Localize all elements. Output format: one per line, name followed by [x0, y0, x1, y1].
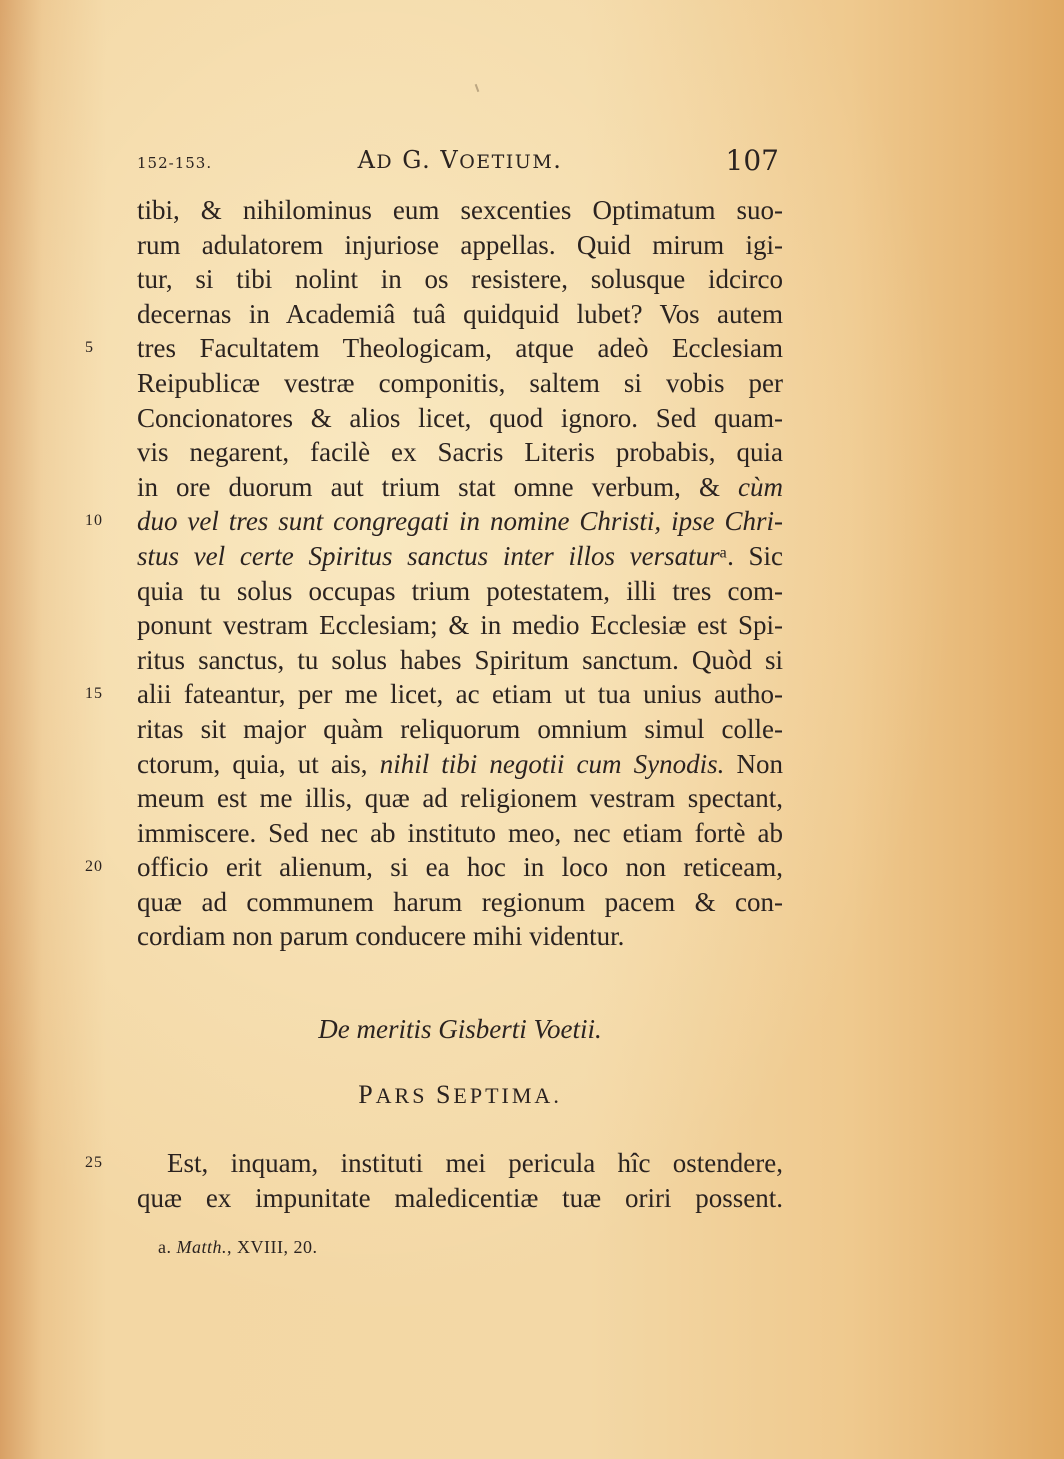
page-number: 107 [725, 144, 779, 177]
text-line [137, 470, 783, 505]
line-number: 10 [85, 512, 103, 530]
paper-blemish [475, 84, 480, 92]
part-sc-eptima: EPTIMA [453, 1083, 554, 1108]
line-text: officio erit alienum, si ea hoc in loco non reticeam, [137, 852, 783, 883]
footnote-book: Matth. [176, 1237, 227, 1257]
line-text: immiscere. Sed nec ab instituto meo, nec etiam fortè ab [137, 817, 783, 848]
line-text: tur, si tibi nolint in os resistere, solusque idcirco [137, 264, 783, 295]
line-text: quia tu solus occupas trium potestatem, illi tres com- [137, 575, 783, 606]
text-line [137, 712, 783, 747]
line-text: tibi, & nihilominus eum sexcenties Optimatum suo- [137, 195, 783, 225]
line-text: ritas sit major quàm reliquorum omnium simul colle- [137, 713, 783, 744]
line-text: Reipublicæ vestræ componitis, saltem si vobis per [137, 367, 783, 398]
text-line [85, 677, 783, 712]
page-range: 152-153. [137, 154, 213, 172]
part-title [137, 1080, 783, 1110]
text-line [137, 297, 783, 332]
line-text: Non [724, 748, 783, 779]
text-line [137, 781, 783, 816]
line-text: quæ ad communem harum regionum pacem & con- [137, 886, 783, 917]
section-text-block [85, 1146, 783, 1215]
line-text: Concionatores & alios licet, quod ignoro. Sed quam- [137, 402, 783, 433]
part-sc-ars: ARS [375, 1083, 436, 1108]
italic-text: nihil tibi negotii cum Synodis. [379, 748, 725, 779]
text-line [137, 401, 783, 436]
text-line [137, 435, 783, 470]
footnote-marker: ᵃ [719, 540, 728, 571]
line-number: 15 [85, 685, 103, 703]
title-cap-a: A [357, 146, 377, 174]
line-text: ctorum, quia, ut ais, [137, 748, 380, 779]
title-sc-d: D [376, 151, 394, 173]
line-text: tres Facultatem Theologicam, atque adeò Ecclesiam [137, 333, 783, 364]
title-sc-oetium: OETIUM [459, 151, 554, 173]
text-line [85, 1146, 783, 1181]
line-text: decernas in Academiâ tuâ quidquid lubet? Vos autem [137, 298, 783, 329]
text-line [137, 816, 783, 851]
section-title: De meritis Gisberti Voetii. [318, 1014, 602, 1044]
line-text: meum est me illis, quæ ad religionem vestram spectant, [137, 783, 783, 814]
text-line [137, 919, 783, 954]
line-number: 20 [85, 858, 103, 876]
text-line [85, 850, 783, 885]
text-line [137, 366, 783, 401]
text-line [137, 643, 783, 678]
text-line [137, 193, 783, 228]
text-line [137, 885, 783, 920]
title-cap-gv: G. V [393, 146, 460, 174]
line-text: vis negarent, facilè ex Sacris Literis probabis, quia [137, 437, 783, 468]
line-number: 5 [85, 339, 94, 357]
line-number: 25 [85, 1154, 103, 1171]
part-period: . [553, 1083, 562, 1108]
text-line [137, 574, 783, 609]
italic-text: stus vel certe Spiritus sanctus inter illos versatur [137, 540, 720, 571]
line-text: rum adulatorem injuriose appellas. Quid mirum igi- [137, 229, 783, 260]
part-cap-p: P [358, 1080, 376, 1109]
italic-text: duo vel tres sunt congregati in nomine Christi, ipse Chri- [137, 506, 783, 537]
footnote [158, 1237, 317, 1258]
line-text: Est, inquam, instituti mei pericula hîc ostendere, [167, 1148, 783, 1178]
line-text: in ore duorum aut trium stat omne verbum, & [137, 471, 739, 502]
line-text: ponunt vestram Ecclesiam; & in medio Ecclesiæ est Spi- [137, 610, 783, 641]
part-cap-s: S [435, 1080, 454, 1109]
line-text: quæ ex impunitate maledicentiæ tuæ oriri possent. [137, 1182, 783, 1213]
line-text: ritus sanctus, tu solus habes Spiritum sanctum. Quòd si [137, 644, 783, 675]
line-text: cordiam non parum conducere mihi videntur. [137, 921, 625, 952]
title-period: . [553, 146, 563, 174]
text-line [137, 262, 783, 297]
footnote-label: a. [158, 1237, 177, 1257]
running-head [137, 146, 783, 182]
running-title [137, 146, 783, 174]
main-text-block [85, 193, 783, 954]
text-line [137, 1181, 783, 1216]
text-line [137, 539, 783, 574]
line-text: alii fateantur, per me licet, ac etiam ut tua unius autho- [137, 679, 783, 710]
line-text: . Sic [727, 540, 783, 571]
footnote-ref: , XVIII, 20. [227, 1237, 318, 1257]
italic-text: cùm [738, 471, 783, 502]
text-line [85, 504, 783, 539]
text-line [137, 608, 783, 643]
text-line [85, 331, 783, 366]
text-line [137, 228, 783, 263]
text-line [137, 747, 783, 782]
